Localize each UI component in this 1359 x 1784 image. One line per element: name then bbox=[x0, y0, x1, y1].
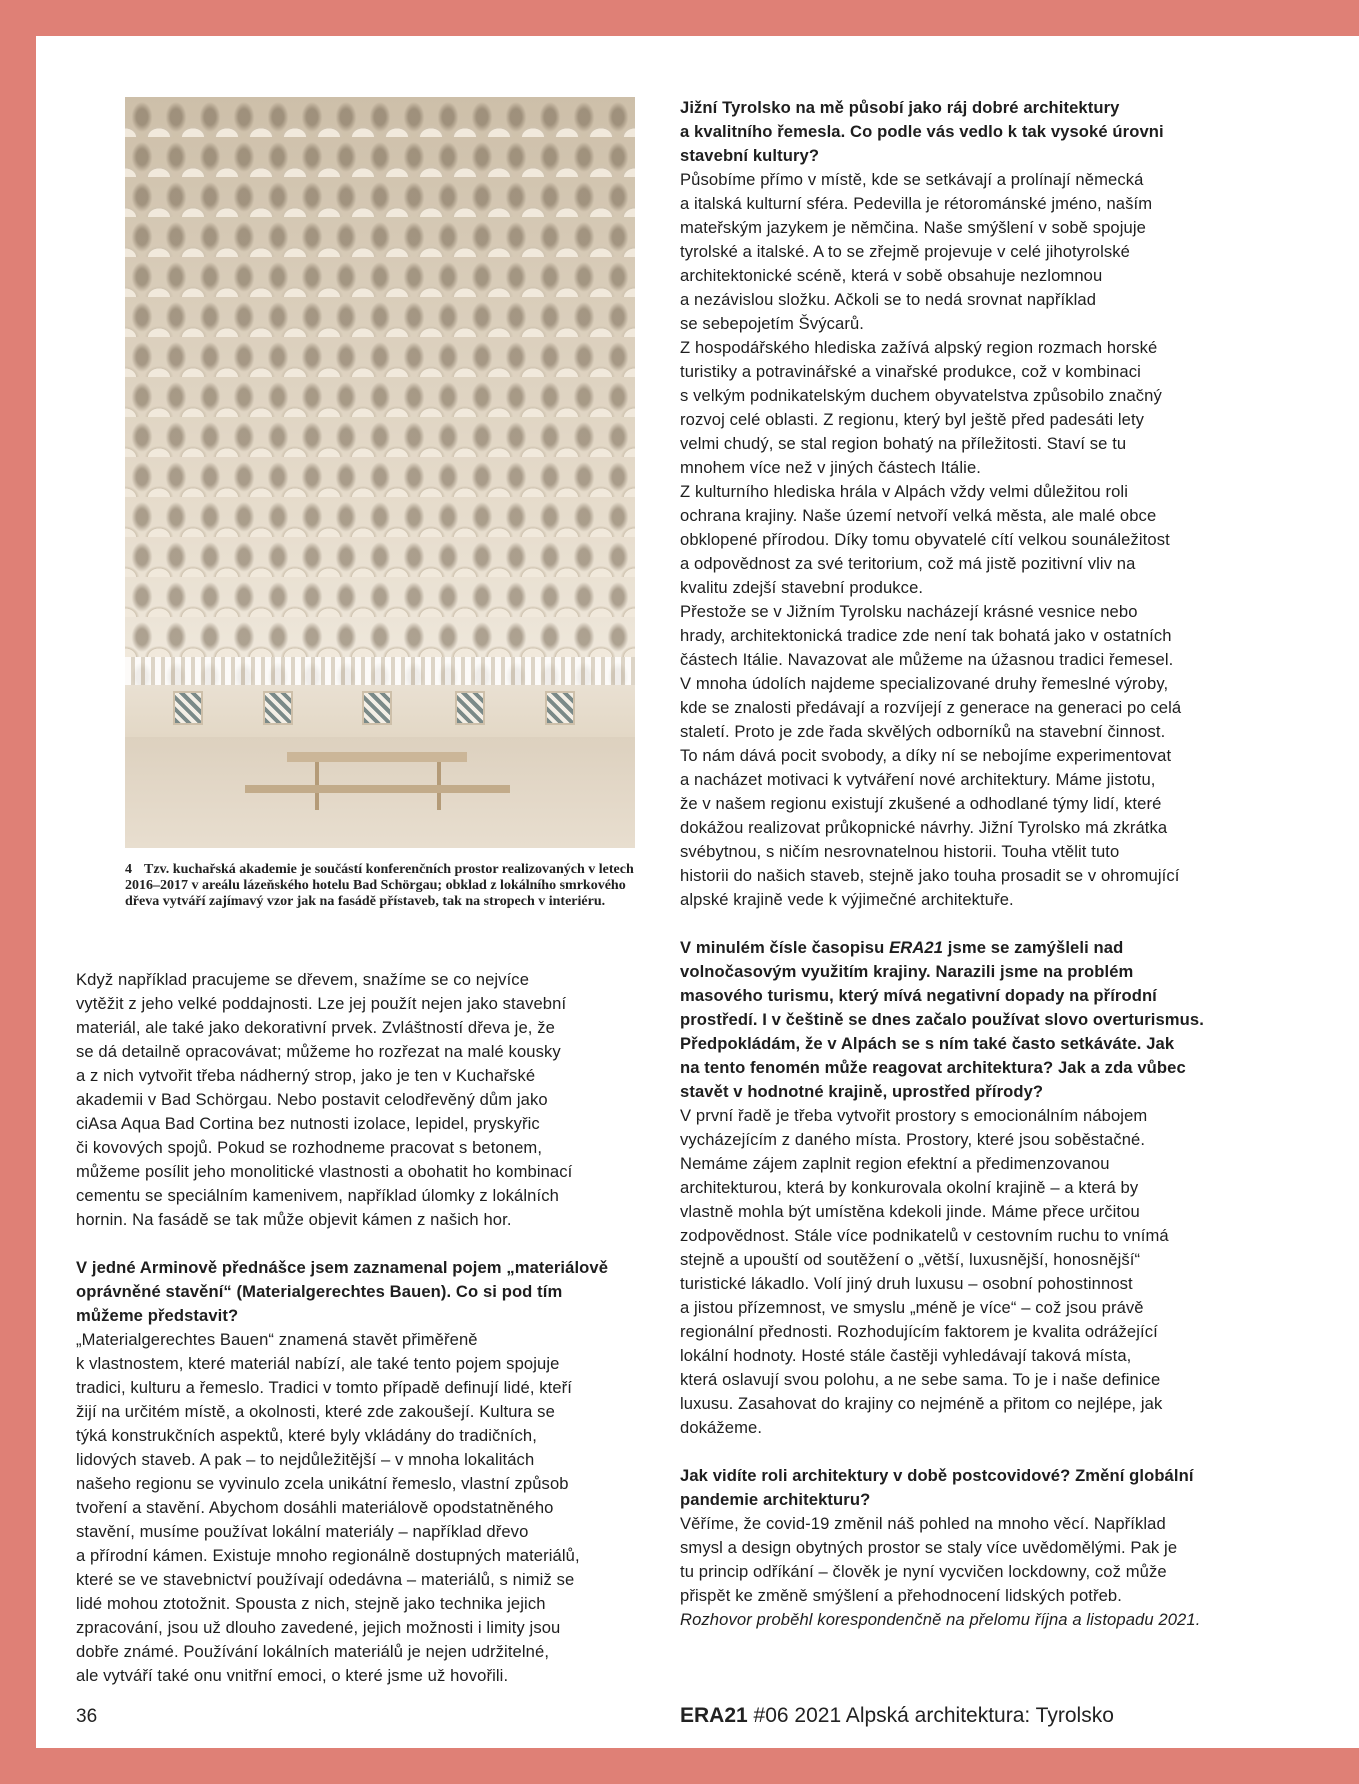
text-line: stejně a upouští od soutěžení o „větší, luxusnější, honosnější“ bbox=[680, 1250, 1141, 1269]
text-line: To nám dává pocit svobody, a díky ní se nebojíme experimentovat bbox=[680, 746, 1172, 765]
magazine-title: ERA21 bbox=[680, 1704, 748, 1727]
text-line: tu princip odříkání – člověk je nyní vycvičen lockdowny, což může bbox=[680, 1562, 1167, 1581]
text-line: mateřským jazykem je němčina. Naše smýšlení v sobě spojuje bbox=[680, 218, 1146, 237]
text-line: Jak vidíte roli architektury v době postcovidové? Změní globální bbox=[680, 1466, 1194, 1485]
text-line: V první řadě je třeba vytvořit prostory s emocionálním nábojem bbox=[680, 1106, 1148, 1125]
answer bbox=[680, 1512, 1260, 1608]
text-line: a odpovědnost za své teritorium, což má jistě pozitivní vliv na bbox=[680, 554, 1136, 573]
text-line: lokální hodnoty. Hosté stále častěji vyhledávají taková místa, bbox=[680, 1346, 1132, 1365]
question bbox=[680, 96, 1260, 168]
text-segment: jsme se zamýšleli nad bbox=[943, 938, 1124, 957]
text-line: materiál, ale také jako dekorativní prvek. Zvláštností dřeva je, že bbox=[76, 1018, 555, 1037]
text-line: Věříme, že covid-19 změnil náš pohled na mnoho věcí. Například bbox=[680, 1514, 1166, 1533]
photo-caption bbox=[125, 862, 645, 910]
text-line: žijí na určitém místě, a okolnosti, které zde zakoušejí. Kultura se bbox=[76, 1402, 555, 1421]
text-line: a z nich vytvořit třeba nádherný strop, jako je ten v Kuchařské bbox=[76, 1066, 536, 1085]
page-number: 36 bbox=[76, 1706, 98, 1727]
text-line: volnočasovým využitím krajiny. Narazili jsme na problém bbox=[680, 962, 1134, 981]
text-segment: V minulém čísle časopisu bbox=[680, 938, 890, 957]
text-line: přispět ke změně smýšlení a přehodnocení lidských potřeb. bbox=[680, 1586, 1122, 1605]
window bbox=[263, 691, 293, 725]
text-line: turistické lákadlo. Volí jiný druh luxusu – osobní pohostinnost bbox=[680, 1274, 1133, 1293]
window bbox=[455, 691, 485, 725]
text-line: rozvoj celé oblasti. Z regionu, který byl ještě před padesáti lety bbox=[680, 410, 1145, 429]
text-line: stavění, musíme používat lokální materiály – například dřevo bbox=[76, 1522, 529, 1541]
text-line: se sebepojetím Švýcarů. bbox=[680, 314, 864, 333]
text-line: Jižní Tyrolsko na mě působí jako ráj dobré architektury bbox=[680, 98, 1120, 117]
text-line: pandemie architekturu? bbox=[680, 1490, 871, 1509]
text-line: turistiky a potravinářské a vinařské produkce, což v kombinaci bbox=[680, 362, 1141, 381]
text-line: Nemáme zájem zaplnit region efektní a předimenzovanou bbox=[680, 1154, 1110, 1173]
text-line: a nezávislou složku. Ačkoli se to nedá srovnat například bbox=[680, 290, 1097, 309]
text-line: architekturou, která by konkurovala okolní krajině – a která by bbox=[680, 1178, 1139, 1197]
window bbox=[173, 691, 203, 725]
text-line bbox=[680, 936, 1260, 960]
right-column bbox=[680, 96, 1260, 1632]
text-line: tvoření a stavění. Abychom dosáhli materiálově opodstatněného bbox=[76, 1498, 554, 1517]
text-line: tradici, kulturu a řemeslo. Tradici v tomto případě definují lidé, kteří bbox=[76, 1378, 573, 1397]
window bbox=[362, 691, 392, 725]
text-line: vytěžit z jeho velké poddajnosti. Lze jej použít nejen jako stavební bbox=[76, 994, 567, 1013]
text-line: V mnoha údolích najdeme specializované druhy řemeslné výroby, bbox=[680, 674, 1169, 693]
text-line: které se ve stavebnictví používají odedávna – materiálů, s nimiž se bbox=[76, 1570, 575, 1589]
text-line: architektonické scéně, která v sobě obsahuje nezlomnou bbox=[680, 266, 1103, 285]
text-line: zpracování, jsou už dlouho zavedené, jejich možnosti i limity jsou bbox=[76, 1618, 561, 1637]
text-line: tyrolské a italské. A to se zřejmě projevuje v celé jihotyrolské bbox=[680, 242, 1131, 261]
text-line: luxusu. Zasahovat do krajiny co nejméně a přitom co nejlépe, jak bbox=[680, 1394, 1163, 1413]
text-line: se dá detailně opracovávat; můžeme ho rozřezat na malé kousky bbox=[76, 1042, 561, 1061]
text-line: dokážou realizovat průkopnické návrhy. Jižní Tyrolsko má zkrátka bbox=[680, 818, 1168, 837]
question bbox=[76, 1256, 646, 1328]
paragraph bbox=[76, 968, 646, 1232]
caption-text: Tzv. kuchařská akademie je součástí konferenčních prostor realizovaných v letech 2016–2017 v areálu lázeňského hotelu Bad Schörgau; obklad z lokálního smrkového dřeva vytváří zajímavý vzor jak na fasádě přístaveb, tak na stropech v interiéru. bbox=[125, 862, 634, 909]
interview-note: Rozhovor proběhl korespondenčně na přelomu října a listopadu 2021. bbox=[680, 1610, 1201, 1629]
answer bbox=[76, 1328, 646, 1688]
text-line: ale vytváří také onu vnitřní emoci, o které jsme už hovořili. bbox=[76, 1666, 509, 1685]
text-line: či kovových spojů. Pokud se rozhodneme pracovat s betonem, bbox=[76, 1138, 543, 1157]
text-line: lidových staveb. A pak – to nejdůležitější – v mnoha lokalitách bbox=[76, 1450, 535, 1469]
text-line: V jedné Arminově přednášce jsem zaznamenal pojem „materiálově bbox=[76, 1258, 609, 1277]
interior-photo bbox=[125, 97, 635, 848]
text-line: alpské krajině vede k výjimečné architektuře. bbox=[680, 890, 1014, 909]
text-line: stavět v hodnotné krajině, uprostřed přírody? bbox=[680, 1082, 1044, 1101]
text-line: k vlastnostem, které materiál nabízí, ale také tento pojem spojuje bbox=[76, 1354, 560, 1373]
text-line: velmi chudý, se stal region bohatý na příležitosti. Staví se tu bbox=[680, 434, 1127, 453]
text-line: masového turismu, který mívá negativní dopady na přírodní bbox=[680, 986, 1157, 1005]
text-line: Z hospodářského hlediska zažívá alpský region rozmach horské bbox=[680, 338, 1158, 357]
text-line: regionální přednosti. Rozhodujícím faktorem je kvalita odrážející bbox=[680, 1322, 1158, 1341]
text-line: „Materialgerechtes Bauen“ znamená stavět přiměřeně bbox=[76, 1330, 478, 1349]
question bbox=[680, 936, 1260, 1104]
text-line: Působíme přímo v místě, kde se setkávají a prolínají německá bbox=[680, 170, 1144, 189]
text-line: svébytnou, s ničím nesrovnatelnou historii. Touha vtělit tuto bbox=[680, 842, 1120, 861]
text-line: Přestože se v Jižním Tyrolsku nacházejí krásné vesnice nebo bbox=[680, 602, 1138, 621]
magazine-name: ERA21 bbox=[889, 938, 944, 957]
answer bbox=[680, 168, 1260, 912]
text-line: s velkým podnikatelským duchem obyvatelstva způsobilo značný bbox=[680, 386, 1162, 405]
text-line: kde se znalosti předávají a rozvíjejí z generace na generaci po celá bbox=[680, 698, 1182, 717]
text-line: můžeme posílit jeho monolitické vlastnosti a obohatit ho kombinací bbox=[76, 1162, 573, 1181]
text-line: historii do našich staveb, stejně jako touha prosadit se v ohromující bbox=[680, 866, 1180, 885]
text-line: našeho regionu se vyvinulo zcela unikátní řemeslo, vlastní způsob bbox=[76, 1474, 569, 1493]
text-line: ciAsa Aqua Bad Cortina bez nutnosti izolace, lepidel, pryskyřic bbox=[76, 1114, 540, 1133]
text-line: Z kulturního hlediska hrála v Alpách vždy velmi důležitou roli bbox=[680, 482, 1128, 501]
text-line: týká konstrukčních aspektů, které byly vkládány do tradičních, bbox=[76, 1426, 537, 1445]
text-line: dobře známé. Používání lokálních materiálů je nejen udržitelné, bbox=[76, 1642, 550, 1661]
text-line: hornin. Na fasádě se tak může objevit kámen z našich hor. bbox=[76, 1210, 512, 1229]
text-line: lidé mohou ztotožnit. Spousta z nich, stejně jako technika jejich bbox=[76, 1594, 546, 1613]
running-footer bbox=[680, 1704, 1114, 1728]
text-line: že v našem regionu existují zkušené a odhodlané týmy lidí, které bbox=[680, 794, 1162, 813]
text-line: a přírodní kámen. Existuje mnoho regionálně dostupných materiálů, bbox=[76, 1546, 580, 1565]
ceiling-edge bbox=[125, 657, 635, 685]
magazine-page bbox=[36, 36, 1359, 1748]
bench bbox=[245, 785, 510, 793]
text-line: vycházejícím z daného místa. Prostory, které jsou soběstačné. bbox=[680, 1130, 1146, 1149]
text-line: a kvalitního řemesla. Co podle vás vedlo k tak vysoké úrovni bbox=[680, 122, 1164, 141]
window bbox=[545, 691, 575, 725]
text-line: která oslavují svou polohu, a ne sebe sama. To je i naše definice bbox=[680, 1370, 1161, 1389]
text-line: na tento fenomén může reagovat architektura? Jak a zda vůbec bbox=[680, 1058, 1186, 1077]
text-line: dokážeme. bbox=[680, 1418, 763, 1437]
text-line: akademii v Bad Schörgau. Nebo postavit celodřevěný dům jako bbox=[76, 1090, 548, 1109]
text-line: oprávněné stavění“ (Materialgerechtes Bauen). Co si pod tím bbox=[76, 1282, 563, 1301]
caption-number: 4 bbox=[125, 862, 132, 877]
text-line: částech Itálie. Navazovat ale můžeme na úžasnou tradici řemesel. bbox=[680, 650, 1174, 669]
text-line: můžeme představit? bbox=[76, 1306, 239, 1325]
text-line: a italská kulturní sféra. Pedevilla je rétorománské jméno, naším bbox=[680, 194, 1153, 213]
text-line: kvalitu zdejší stavební produkce. bbox=[680, 578, 924, 597]
table bbox=[287, 752, 467, 762]
text-line: smysl a design obytných prostor se staly více uvědomělými. Pak je bbox=[680, 1538, 1178, 1557]
left-column bbox=[76, 968, 646, 1688]
text-line: a jistou přízemnost, ve smyslu „méně je více“ – což jsou právě bbox=[680, 1298, 1144, 1317]
text-line: Když například pracujeme se dřevem, snažíme se co nejvíce bbox=[76, 970, 530, 989]
text-line: stavební kultury? bbox=[680, 146, 820, 165]
text-line: zodpovědnost. Stále více podnikatelů v cestovním ruchu to vnímá bbox=[680, 1226, 1169, 1245]
text-line: staletí. Proto je zde řada skvělých odborníků na stavební činnost. bbox=[680, 722, 1166, 741]
text-line: ochrana krajiny. Naše území netvoří velká města, ale malé obce bbox=[680, 506, 1157, 525]
answer bbox=[680, 1104, 1260, 1440]
text-line: cementu se speciálním kamenivem, například úlomky z lokálních bbox=[76, 1186, 559, 1205]
text-line: a nacházet motivaci k vytváření nové architektury. Máme jistotu, bbox=[680, 770, 1156, 789]
text-line: vlastně mohla být umístěna kdekoli jinde. Máme přece určitou bbox=[680, 1202, 1140, 1221]
text-line: obklopené přírodou. Díky tomu obyvatelé cítí velkou sounáležitost bbox=[680, 530, 1170, 549]
text-line: prostředí. I v češtině se dnes začalo používat slovo overturismus. bbox=[680, 1010, 1204, 1029]
question-lines bbox=[680, 960, 1260, 1104]
text-line: hrady, architektonická tradice zde není tak bohatá jako v ostatních bbox=[680, 626, 1172, 645]
text-line: Předpokládám, že v Alpách se s ním také často setkáváte. Jak bbox=[680, 1034, 1175, 1053]
issue-info: #06 2021 Alpská architektura: Tyrolsko bbox=[753, 1704, 1114, 1727]
question bbox=[680, 1464, 1260, 1512]
text-line: mnohem více než v jiných částech Itálie. bbox=[680, 458, 981, 477]
